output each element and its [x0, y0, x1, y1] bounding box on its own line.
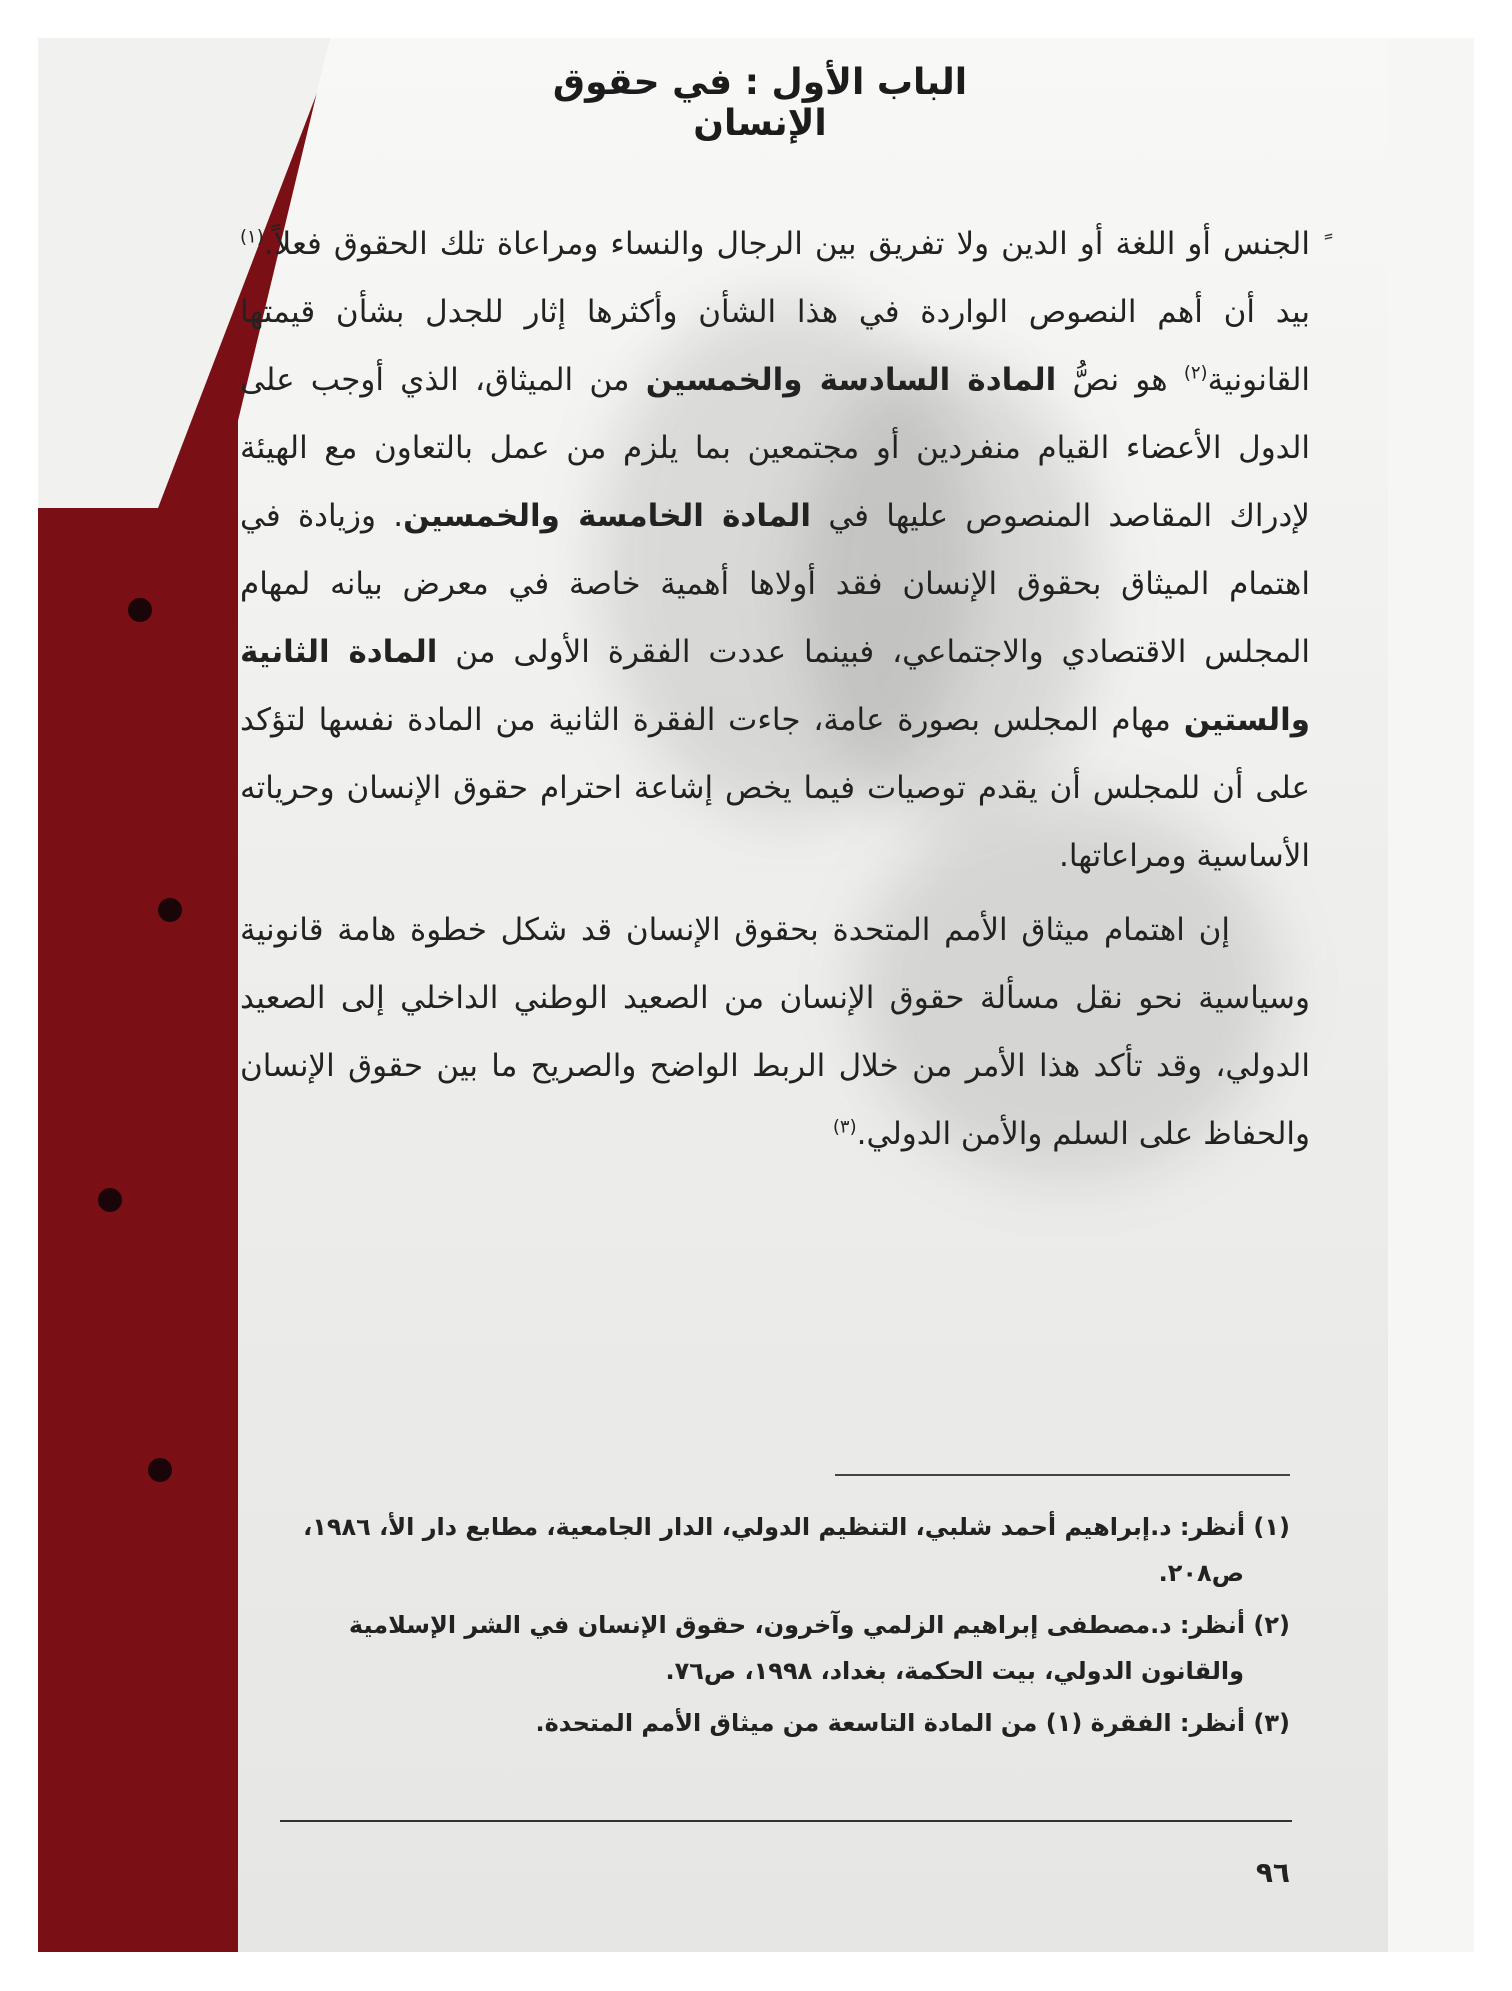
- bottom-rule: [280, 1820, 1292, 1822]
- footnote-ref-3[interactable]: (٣): [832, 1116, 857, 1138]
- body-text: [240, 210, 1310, 1168]
- page-number: ٩٦: [1255, 1856, 1290, 1889]
- text-run: بيد أن أهم النصوص الواردة في هذا الشأن وأكثرها إثار للجدل بشأن قيمتها القانونية: [240, 294, 1311, 398]
- running-header: الباب الأول : في حقوق الإنسان: [552, 62, 968, 144]
- paragraph-1: [240, 210, 1310, 890]
- footnote-1: (١) أنظر: د.إبراهيم أحمد شلبي، التنظيم الدولي، الدار الجامعية، مطابع دار الأ، ١٩٨٦، ص٢٠٨.: [303, 1513, 1290, 1587]
- footnote-ref-1[interactable]: (١): [240, 226, 264, 248]
- text-run: مهام المجلس بصورة عامة، جاءت الفقرة الثانية من المادة نفسها لتؤكد على أن للمجلس أن يقدم توصيات فيما يخص إشاعة احترام حقوق الإنسان وحرياته الأساسية ومراعاتها.: [240, 702, 1310, 874]
- text-run: الجنس أو اللغة أو الدين ولا تفريق بين الرجال والنساء ومراعاة تلك الحقوق فعلاً.: [263, 226, 1310, 262]
- bold-article-ref: المادة الثانية والستين: [240, 634, 1310, 738]
- text-run: إن اهتمام ميثاق الأمم المتحدة بحقوق الإنسان قد شكل خطوة هامة قانونية وسياسية نحو نقل مسألة حقوق الإنسان من الصعيد الوطني الداخلي إلى الصعيد الدولي، وقد تأكد هذا الأمر من خلال الربط الواضح والصريح ما بين حقوق الإنسان والحفاظ على السلم والأمن الدولي.: [240, 912, 1310, 1152]
- text-run: هو نصُّ: [1056, 362, 1184, 398]
- paragraph-2: [240, 896, 1310, 1168]
- text-run: من الميثاق، الذي أوجب على الدول الأعضاء القيام منفردين أو مجتمعين بما يلزم من عمل بالتعاون مع الهيئة لإدراك المقاصد المنصوص عليها في: [240, 362, 1310, 534]
- bold-article-ref: المادة الخامسة والخمسين: [403, 498, 812, 534]
- text-run: . وزيادة في اهتمام الميثاق بحقوق الإنسان فقد أولاها أهمية خاصة في معرض بيانه لمهام المجلس الاقتصادي والاجتماعي، فبينما عددت الفقرة الأولى من: [240, 498, 1310, 670]
- footnote-separator: [835, 1474, 1290, 1476]
- footnote-3: (٣) أنظر: الفقرة (١) من المادة التاسعة من ميثاق الأمم المتحدة.: [535, 1709, 1290, 1737]
- footnotes: [268, 1504, 1290, 1752]
- bold-article-ref: المادة السادسة والخمسين: [645, 362, 1057, 398]
- footnote-ref-2[interactable]: (٢): [1183, 362, 1208, 384]
- footnote-2: (٢) أنظر: د.مصطفى إبراهيم الزلمي وآخرون، حقوق الإنسان في الشر الإسلامية والقانون الدولي، بيت الحكمة، بغداد، ١٩٩٨، ص٧٦.: [348, 1611, 1290, 1685]
